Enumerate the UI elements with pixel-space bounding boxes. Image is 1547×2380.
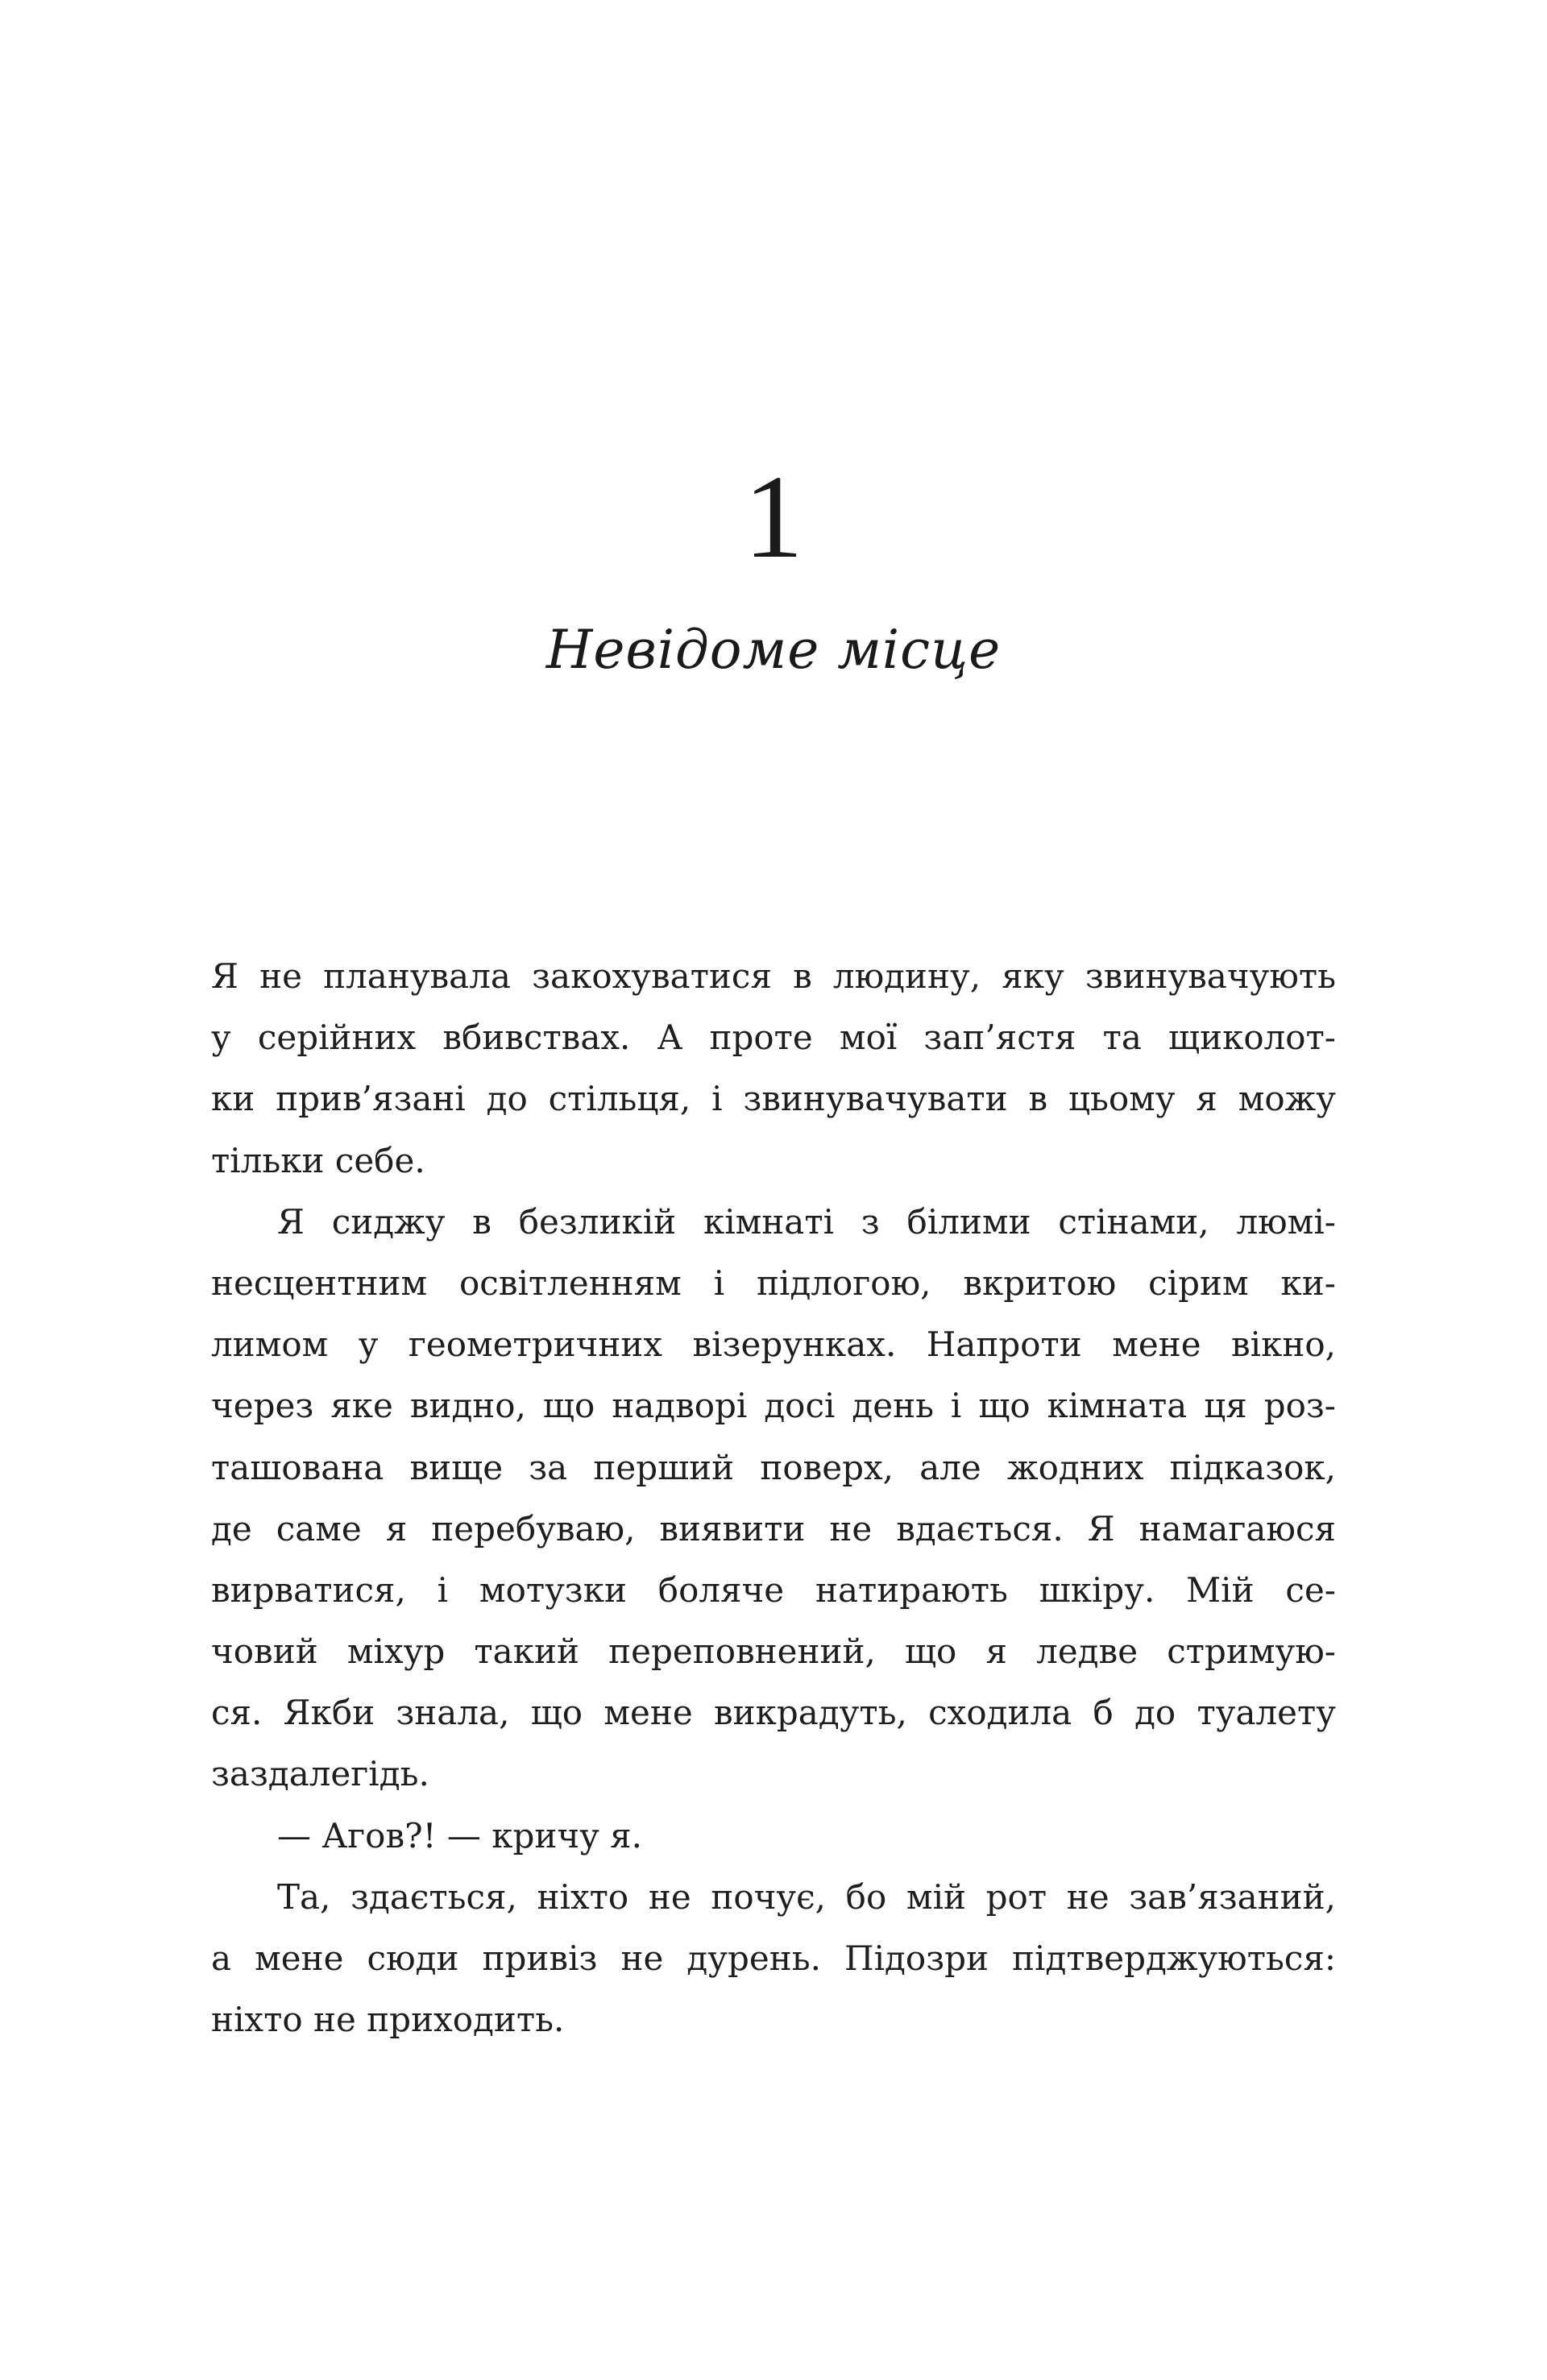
chapter-body [211,946,1336,2050]
text-line: через яке видно, що надворі досі день і що кімната ця роз- [211,1386,1336,1426]
paragraph-4 [211,1867,1336,2051]
chapter-title: Невідоме місце [545,619,1002,681]
paragraph-3-dialogue [211,1806,1336,1867]
paragraph-1 [211,946,1336,1192]
text-line: ки прив’язані до стільця, і звинувачувати в цьому я можу [211,1079,1336,1119]
text-line: заздалегідь. [211,1754,429,1794]
text-line: Я не планувала закохуватися в людину, яку звинувачують [211,956,1336,996]
text-line: Та, здається, ніхто не почує, бо мій рот не зав’язаний, [277,1876,1336,1917]
text-line: несцентним освітленням і підлогою, вкритою сірим ки- [211,1263,1336,1303]
paragraph-2 [211,1192,1336,1806]
text-line: тільки себе. [211,1140,425,1180]
text-line: ніхто не приходить. [211,2000,565,2040]
dialogue-line: — Агов?! — кричу я. [277,1815,642,1855]
chapter-number: 1 [744,451,803,583]
text-line: човий міхур такий переповнений, що я ледве стримую- [211,1632,1336,1672]
text-line: ся. Якби знала, що мене викрадуть, сходила б до туалету [211,1693,1336,1733]
text-line: де саме я перебуваю, виявити не вдається. Я намагаюся [211,1508,1336,1549]
text-line: лимом у геометричних візерунках. Напроти мене вікно, [211,1325,1336,1365]
text-line: у серійних вбивствах. А проте мої зап’ястя та щиколот- [211,1018,1336,1058]
text-line: а мене сюди привіз не дурень. Підозри підтверджуються: [211,1938,1336,1978]
text-line: вирватися, і мотузки боляче натирають шкіру. Мій се- [211,1569,1336,1610]
text-line: ташована вище за перший поверх, але жодних підказок, [211,1447,1336,1487]
text-line: Я сиджу в безликій кімнаті з білими стінами, люмі- [277,1201,1336,1242]
